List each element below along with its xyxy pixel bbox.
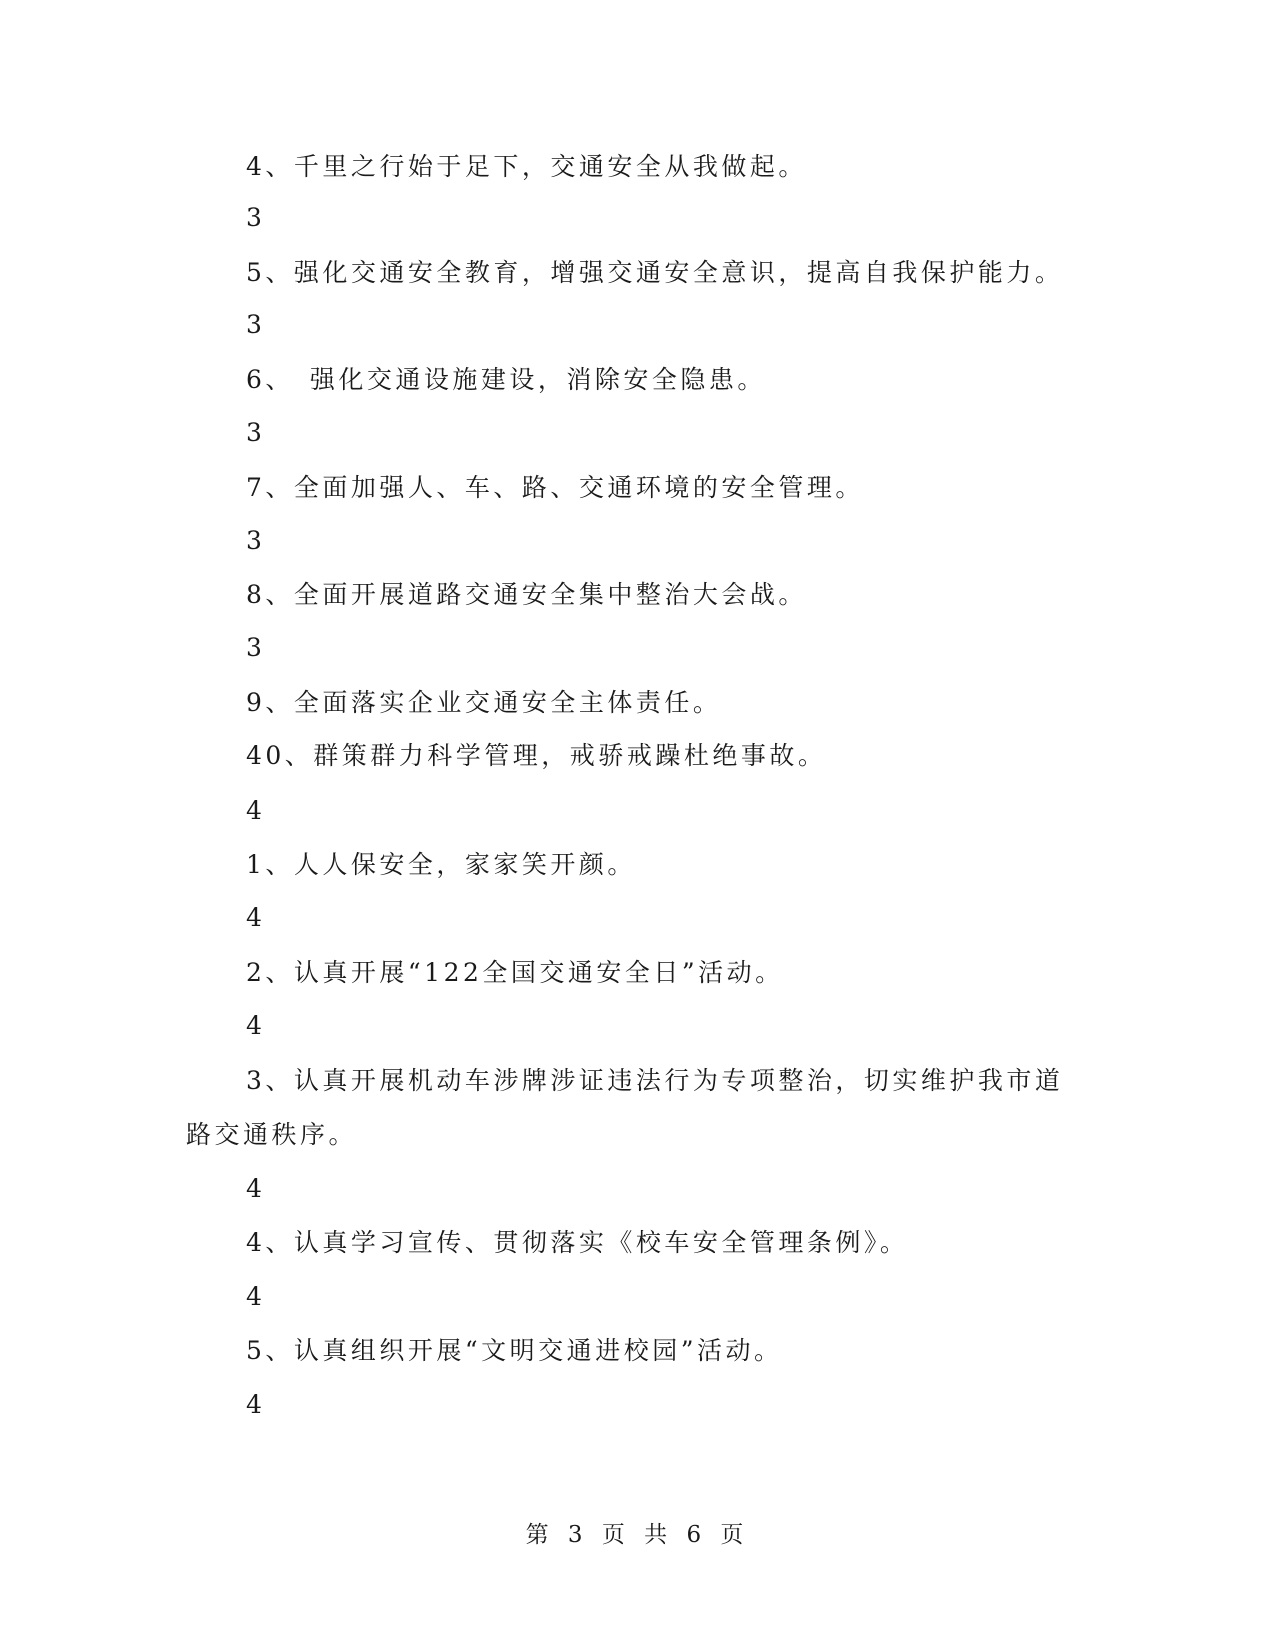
line-number: 4	[246, 796, 262, 825]
line-number: 4	[246, 1282, 262, 1311]
slogan-line: 5、强化交通安全教育，增强交通安全意识，提高自我保护能力。	[246, 258, 1064, 287]
slogan-line-continuation: 路交通秩序。	[186, 1120, 358, 1149]
slogan-line: 2、认真开展“122全国交通安全日”活动。	[246, 958, 784, 987]
line-number: 3	[246, 633, 262, 662]
line-number: 3	[246, 526, 262, 555]
line-number: 4	[246, 1011, 262, 1040]
slogan-line: 1、人人保安全，家家笑开颜。	[246, 850, 636, 879]
slogan-line: 4、千里之行始于足下，交通安全从我做起。	[246, 152, 807, 181]
line-number: 3	[246, 418, 262, 447]
slogan-line: 3、认真开展机动车涉牌涉证违法行为专项整治，切实维护我市道	[246, 1066, 1064, 1095]
slogan-line: 5、认真组织开展“文明交通进校园”活动。	[246, 1336, 783, 1365]
page-footer: 第 3 页 共 6 页	[525, 1522, 750, 1548]
line-number: 4	[246, 1390, 262, 1419]
slogan-line: 4、认真学习宣传、贯彻落实《校车安全管理条例》。	[246, 1228, 909, 1257]
slogan-line: 9、全面落实企业交通安全主体责任。	[246, 688, 722, 717]
line-number: 3	[246, 310, 262, 339]
slogan-line: 7、全面加强人、车、路、交通环境的安全管理。	[246, 473, 864, 502]
slogan-line: 6、 强化交通设施建设，消除安全隐患。	[246, 365, 766, 394]
line-number: 4	[246, 903, 262, 932]
slogan-line: 40、群策群力科学管理，戒骄戒躁杜绝事故。	[246, 741, 827, 770]
slogan-line: 8、全面开展道路交通安全集中整治大会战。	[246, 580, 807, 609]
line-number: 4	[246, 1174, 262, 1203]
line-number: 3	[246, 203, 262, 232]
